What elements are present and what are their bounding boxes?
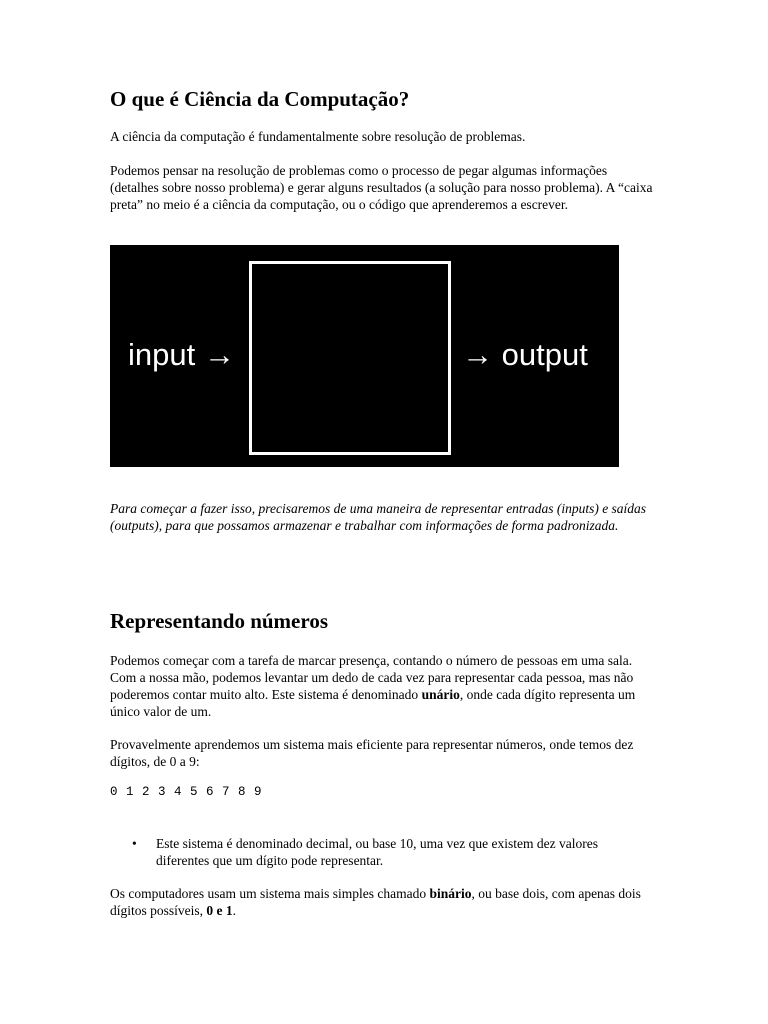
black-box-square [249, 261, 451, 455]
intro-paragraph: A ciência da computação é fundamentalmente sobre resolução de problemas. [110, 129, 526, 144]
section-title-representing-numbers: Representando números [110, 609, 328, 633]
digits-code-line: 0 1 2 3 4 5 6 7 8 9 [110, 785, 263, 799]
section-title-computer-science: O que é Ciência da Computação? [110, 87, 410, 111]
binary-text-mid: , ou base dois, com apenas dois dígitos possíveis, [110, 886, 641, 918]
unary-text-before: Podemos começar com a tarefa de marcar presença, contando o número de pessoas em uma sala. Com a nossa mão, podemos levantar um dedo de cada vez para representar cada pessoa, mas não poderemos contar muito alto. Este sistema é denominado [110, 653, 634, 702]
decimal-intro-paragraph: Provavelmente aprendemos um sistema mais eficiente para representar números, onde temos dez dígitos, de 0 a 9: [110, 737, 634, 769]
binary-term: binário [429, 886, 472, 901]
black-box-diagram [110, 245, 619, 467]
unary-term: unário [421, 687, 460, 702]
binary-text-before: Os computadores usam um sistema mais simples chamado [110, 886, 430, 901]
diagram-output-label: → output [462, 337, 588, 372]
binary-text-after: . [232, 903, 237, 918]
bullet-marker: • [132, 836, 137, 851]
unary-paragraph [110, 652, 658, 720]
binary-digits-term: 0 e 1 [206, 903, 233, 918]
binary-paragraph [110, 885, 658, 919]
diagram-caption: Para começar a fazer isso, precisaremos de uma maneira de representar entradas (inputs) e saídas (outputs), para que possamos armazenar e trabalhar com informações de forma padronizada. [110, 501, 647, 533]
list-item-decimal: Este sistema é denominado decimal, ou base 10, uma vez que existem dez valores diferentes que um dígito pode representar. [156, 836, 598, 868]
problem-solving-paragraph: Podemos pensar na resolução de problemas como o processo de pegar algumas informações (detalhes sobre nosso problema) e gerar alguns resultados (a solução para nosso problema). A “caixa preta” no meio é a ciência da computação, ou o código que aprenderemos a escrever. [110, 163, 653, 212]
diagram-input-label: input → [128, 337, 235, 372]
unary-text-after: , onde cada dígito representa um único valor de um. [110, 687, 636, 719]
